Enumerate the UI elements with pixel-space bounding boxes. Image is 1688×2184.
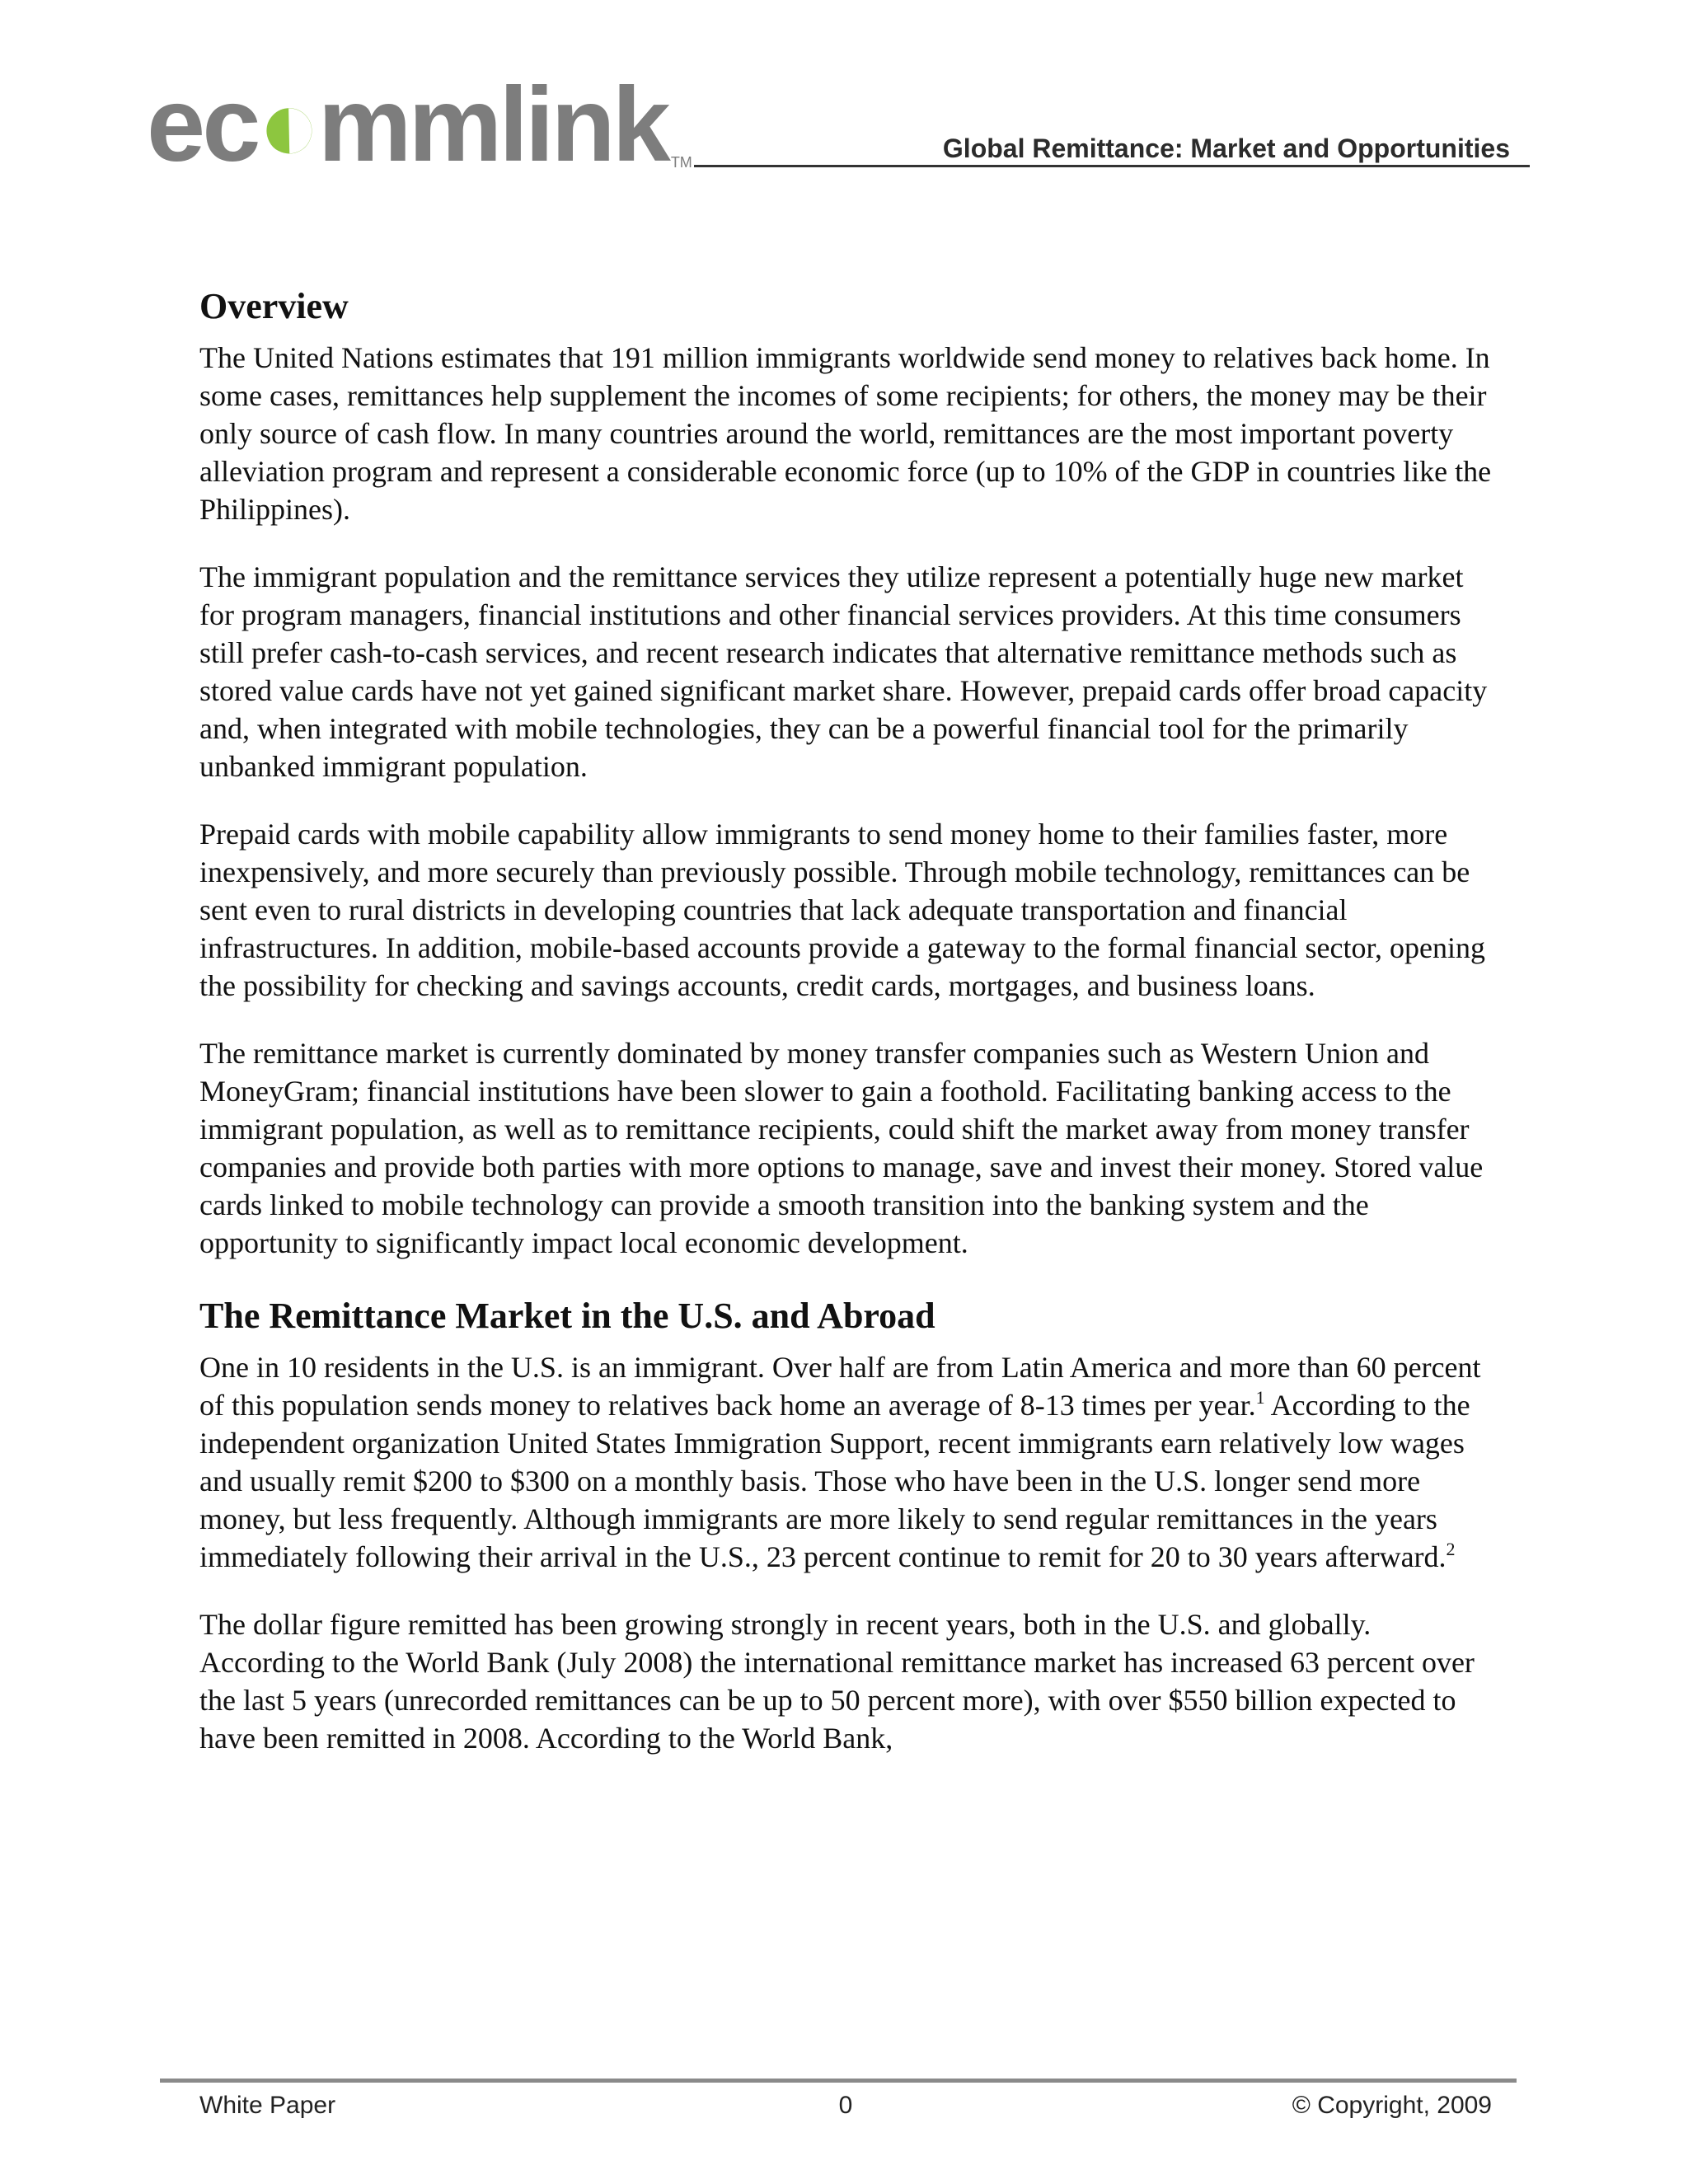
footer-copyright: © Copyright, 2009 bbox=[1292, 2092, 1492, 2119]
logo-trademark: TM bbox=[670, 154, 692, 171]
paragraph: One in 10 residents in the U.S. is an immigrant. Over half are from Latin America and more than 60 percent of this population sends money to relatives back home an average of 8-13 times per year.$^1$ According to the independent organization United States Immigration Support, recent immigrants earn relatively low wages and usually remit $200 to $300 on a monthly basis. Those who have been in the U.S. longer send more money, but less frequently. Although immigrants are more likely to send regular remittances in the years immediately following their arrival in the U.S., 23 percent continue to remit for 20 to 30 years afterward.$^2$ bbox=[199, 1350, 1481, 1573]
logo-wordmark: ec◐mmlink bbox=[147, 66, 668, 184]
paragraph: Prepaid cards with mobile capability allow immigrants to send money home to their families faster, more inexpensively, and more securely than previously possible. Through mobile technology, remittances can be sent even to rural districts in developing countries that lack adequate transportation and financial infrastructures. In addition, mobile-based accounts provide a gateway to the formal financial sector, opening the possibility for checking and savings accounts, credit cards, mortgages, and business loans. bbox=[199, 817, 1486, 1002]
paragraph: The remittance market is currently dominated by money transfer companies such as Western Union and MoneyGram; financial institutions have been slower to gain a foothold. Facilitating banking access to the immigrant population, as well as to remittance recipients, could shift the market away from money transfer companies and provide both parties with more options to manage, save and invest their money. Stored value cards linked to mobile technology can provide a smooth transition into the banking system and the opportunity to significantly impact local economic development. bbox=[199, 1036, 1484, 1259]
page-header bbox=[0, 0, 1688, 190]
page-number: 0 bbox=[838, 2092, 853, 2119]
footer-rule bbox=[160, 2079, 1517, 2083]
document-title: Global Remittance: Market and Opportunities bbox=[942, 134, 1510, 163]
footer-doc-type: White Paper bbox=[199, 2092, 336, 2119]
footnote-ref[interactable]: 1 bbox=[1255, 1386, 1265, 1408]
paragraph: The dollar figure remitted has been growing strongly in recent years, both in the U.S. and globally. According to the World Bank (July 2008) the international remittance market has increased 63 percent over the last 5 years (unrecorded remittances can be up to 50 percent more), with over $550 billion expected to have been remitted in 2008. According to the World Bank, bbox=[199, 1607, 1475, 1755]
header-rule bbox=[694, 165, 1530, 167]
logo-o-mark-icon: ◐ bbox=[257, 66, 318, 184]
section-heading-remittance-market: The Remittance Market in the U.S. and Abroad bbox=[199, 1295, 935, 1336]
footnote-ref[interactable]: 2 bbox=[1446, 1538, 1456, 1559]
paragraph: The immigrant population and the remittance services they utilize represent a potentially huge new market for program managers, financial institutions and other financial services providers. At this time consumers still prefer cash-to-cash services, and recent research indicates that alternative remittance methods such as stored value cards have not yet gained significant market share. However, prepaid cards offer broad capacity and, when integrated with mobile technologies, they can be a powerful financial tool for the primarily unbanked immigrant population. bbox=[199, 560, 1488, 783]
ecommlink-logo bbox=[147, 66, 692, 184]
section-heading-overview: Overview bbox=[199, 286, 349, 326]
document-body bbox=[199, 285, 1493, 1787]
paragraph: The United Nations estimates that 191 million immigrants worldwide send money to relatives back home. In some cases, remittances help supplement the incomes of some recipients; for others, the money may be their only source of cash flow. In many countries around the world, remittances are the most important poverty alleviation program and represent a considerable economic force (up to 10% of the GDP in countries like the Philippines). bbox=[199, 340, 1492, 526]
